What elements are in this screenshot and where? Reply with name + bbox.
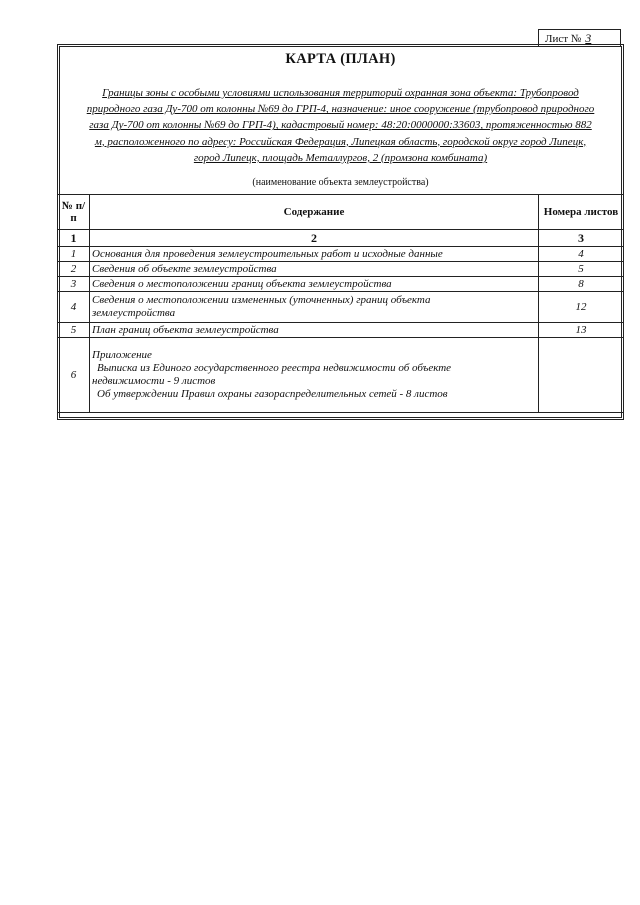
row-sheet: 8 [539, 277, 624, 292]
description-line: м, расположенного по адресу: Российская Федерация, Липецкая область, городской округ город Липецк, [94, 135, 587, 148]
row-sheet: 4 [539, 247, 624, 262]
row-number: 6 [58, 338, 90, 413]
row-number: 1 [58, 247, 90, 262]
document-frame [57, 44, 624, 420]
row-number: 3 [58, 277, 90, 292]
column-number: 1 [58, 230, 90, 247]
table-row [58, 292, 624, 323]
row-number: 4 [58, 292, 90, 323]
column-number: 3 [539, 230, 624, 247]
row-content [90, 338, 539, 413]
col-header-content: Содержание [90, 195, 539, 230]
table-row [58, 338, 624, 413]
row-sheet: 13 [539, 323, 624, 338]
object-description [64, 85, 617, 166]
row-sheet [539, 338, 624, 413]
contents-table [57, 194, 624, 413]
row-content-line: землеустройства [92, 307, 176, 319]
row-number: 2 [58, 262, 90, 277]
table-header-row [58, 195, 624, 230]
row-content [90, 292, 539, 323]
table-row [58, 262, 624, 277]
sheet-label: Лист № [545, 33, 582, 45]
table-row [58, 323, 624, 338]
row-content: Сведения о местоположении границ объекта землеустройства [90, 277, 539, 292]
sheet-number: 3 [585, 31, 592, 45]
row-content-line: Сведения о местоположении измененных (уточненных) границ объекта [92, 294, 431, 306]
description-line: Границы зоны с особыми условиями использования территорий охранная зона объекта: Трубопровод [102, 87, 579, 99]
table-row [58, 277, 624, 292]
column-number: 2 [90, 230, 539, 247]
table-row [58, 247, 624, 262]
row-content-line: Об утверждении Правил охраны газораспределительных сетей - 8 листов [97, 388, 448, 400]
row-content: Основания для проведения землеустроительных работ и исходные данные [90, 247, 539, 262]
row-content-line: Выписка из Единого государственного реестра недвижимости об объекте [97, 362, 452, 374]
row-content-line: Приложение [92, 349, 152, 361]
row-content: Сведения об объекте землеустройства [90, 262, 539, 277]
description-line: город Липецк, площадь Металлургов, 2 (промзона комбината) [193, 151, 488, 164]
row-content-line: недвижимости - 9 листов [92, 375, 216, 387]
column-number-row [58, 230, 624, 247]
page-title: КАРТА (ПЛАН) [285, 51, 396, 67]
row-number: 5 [58, 323, 90, 338]
row-sheet: 12 [539, 292, 624, 323]
col-header-sheets: Номера листов [539, 195, 624, 230]
description-line: природного газа Ду-700 от колонны №69 до ГРП-4, назначение: иное сооружение (трубопровод природного [86, 103, 595, 116]
row-sheet: 5 [539, 262, 624, 277]
col-header-number: № п/п [58, 195, 90, 230]
object-caption: (наименование объекта землеустройства) [252, 177, 429, 188]
row-content: План границ объекта землеустройства [90, 323, 539, 338]
description-line: газа Ду-700 от колонны №69 до ГРП-4), кадастровый номер: 48:20:0000000:33603, протяженностью 882 [89, 119, 592, 132]
